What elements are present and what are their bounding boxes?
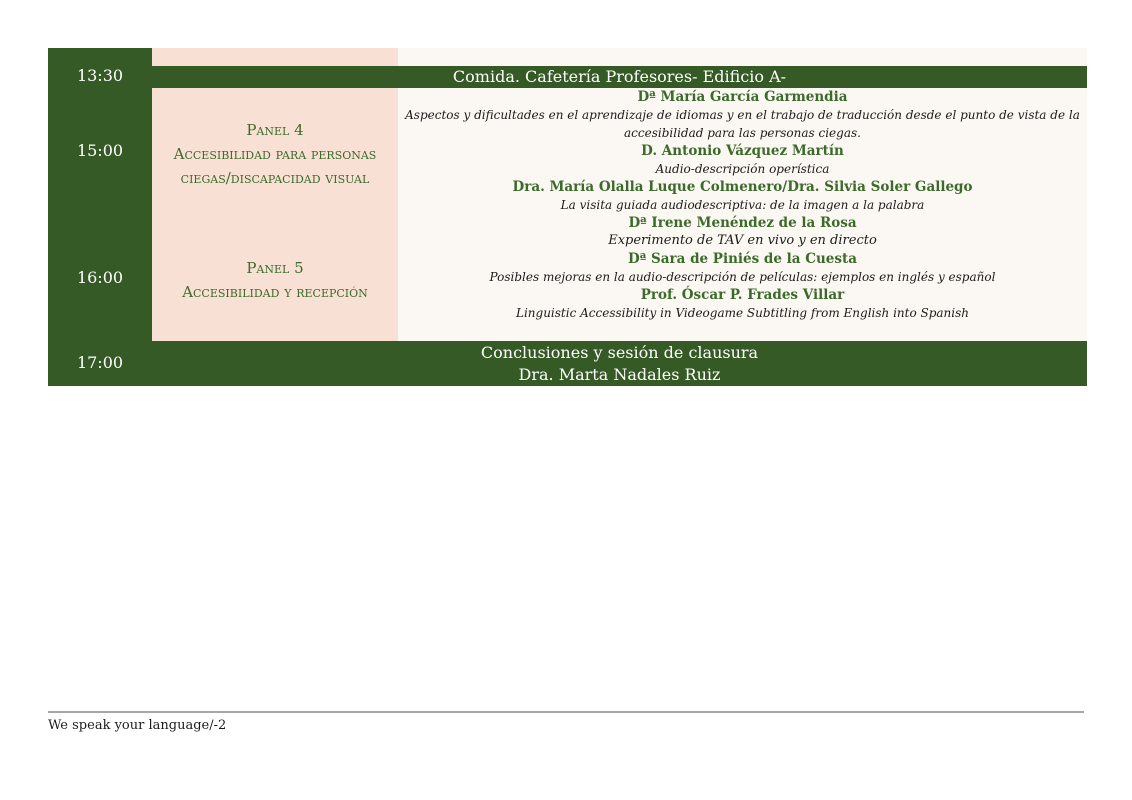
time-1500: 15:00 xyxy=(76,141,124,160)
talk-speaker: Prof. Óscar P. Frades Villar xyxy=(640,287,845,303)
panel-4 xyxy=(152,118,398,190)
talk-speaker: D. Antonio Vázquez Martín xyxy=(641,143,844,159)
talk-title: Aspectos y dificultades en el aprendizaje de idiomas y en el trabajo de traducción desde el punto de vista de la accesibilidad para las personas ciegas. xyxy=(405,108,1080,140)
time-1700: 17:00 xyxy=(76,353,124,372)
closing-title: Conclusiones y sesión de clausura xyxy=(480,343,759,362)
time-column xyxy=(48,48,152,386)
lunch-band xyxy=(152,66,1087,88)
panel-5-line-1: Accesibilidad y recepción xyxy=(182,283,368,301)
talk-title: Experimento de TAV en vivo y en directo xyxy=(608,233,877,248)
lunch-text: Comida. Cafetería Profesores- Edificio A- xyxy=(452,67,787,86)
time-1600: 16:00 xyxy=(76,268,124,287)
talk-title: Linguistic Accessibility in Videogame Subtitling from English into Spanish xyxy=(515,306,970,320)
closing-speaker: Dra. Marta Nadales Ruiz xyxy=(518,365,721,384)
talk-title: Audio-descripción operística xyxy=(655,162,830,176)
panel-5 xyxy=(152,256,398,304)
talk-list xyxy=(400,88,1085,322)
footer-text: We speak your language/-2 xyxy=(48,718,227,733)
footer-divider xyxy=(48,711,1084,713)
panel-4-line-1: Accesibilidad para personas xyxy=(173,145,377,163)
panel-4-label: Panel 4 xyxy=(246,121,304,139)
time-1330: 13:30 xyxy=(76,66,124,85)
talk-speaker: Dª Sara de Piniés de la Cuesta xyxy=(628,251,857,267)
talk-speaker: Dra. María Olalla Luque Colmenero/Dra. Silvia Soler Gallego xyxy=(512,179,973,195)
talk-speaker: Dª Irene Menéndez de la Rosa xyxy=(628,215,857,231)
panel-5-label: Panel 5 xyxy=(246,259,304,277)
talk-speaker: Dª María García Garmendia xyxy=(637,89,848,105)
closing-band xyxy=(152,341,1087,386)
talk-title: La visita guiada audiodescriptiva: de la imagen a la palabra xyxy=(560,198,925,212)
panel-4-line-2: ciegas/discapacidad visual xyxy=(180,169,370,187)
talk-title: Posibles mejoras en la audio-descripción de películas: ejemplos en inglés y español xyxy=(489,270,996,284)
